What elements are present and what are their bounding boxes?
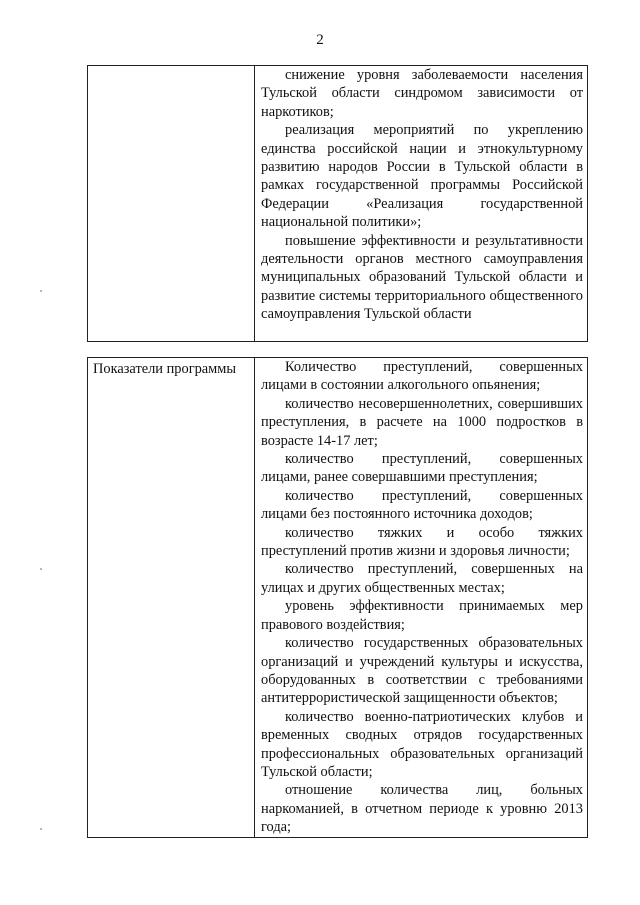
program-passport-table-continued — [87, 65, 588, 342]
list-item: количество несовершеннолетних, совершивших преступления, в расчете на 1000 подростков в возрасте 14-17 лет; — [261, 395, 583, 449]
list-item: количество преступлений, совершенных лицами, ранее совершавшими преступления; — [261, 451, 583, 486]
list-item: количество тяжких и особо тяжких преступлений против жизни и здоровья личности; — [261, 524, 583, 560]
page-number: 2 — [316, 32, 324, 48]
row-content-cell — [255, 358, 588, 838]
list-item: повышение эффективности и результативности деятельности органов местного самоуправления муниципальных образований Тульской области и развитие системы территориального общественного самоуправления Тульской области — [261, 232, 583, 323]
list-item: количество государственных образовательных организаций и учреждений культуры и искусства, оборудованных в соответствии с требованиями антитеррористической защищенности объектов; — [261, 635, 583, 707]
program-indicators-table — [87, 357, 588, 838]
list-item: количество военно-патриотических клубов и временных сводных отрядов государственных профессиональных образовательных организаций Тульской области; — [261, 708, 583, 780]
row-label-cell: Показатели программы — [88, 358, 255, 838]
list-item: отношение количества лиц, больных наркоманией, в отчетном периоде к уровню 2013 года; — [261, 782, 583, 836]
table-row — [88, 66, 588, 342]
list-item: количество преступлений, совершенных на улицах и других общественных местах; — [261, 561, 583, 596]
row-content-cell — [255, 66, 588, 342]
table-row — [88, 358, 588, 838]
list-item: снижение уровня заболеваемости населения Тульской области синдромом зависимости от наркотиков; — [261, 67, 583, 120]
list-item: уровень эффективности принимаемых мер правового воздействия; — [261, 598, 583, 633]
scan-artifact — [40, 568, 42, 570]
scan-artifact — [40, 828, 42, 830]
scan-artifact — [40, 290, 42, 292]
list-item: Количество преступлений, совершенных лицами в состоянии алкогольного опьянения; — [261, 359, 583, 394]
list-item: количество преступлений, совершенных лицами без постоянного источника доходов; — [261, 487, 583, 523]
list-item: реализация мероприятий по укреплению единства российской нации и этнокультурному развитию народов России в Тульской области в рамках государственной программы Российской Федерации «Реализация государственной национальной политики»; — [261, 122, 583, 231]
row-label-cell — [88, 66, 255, 342]
